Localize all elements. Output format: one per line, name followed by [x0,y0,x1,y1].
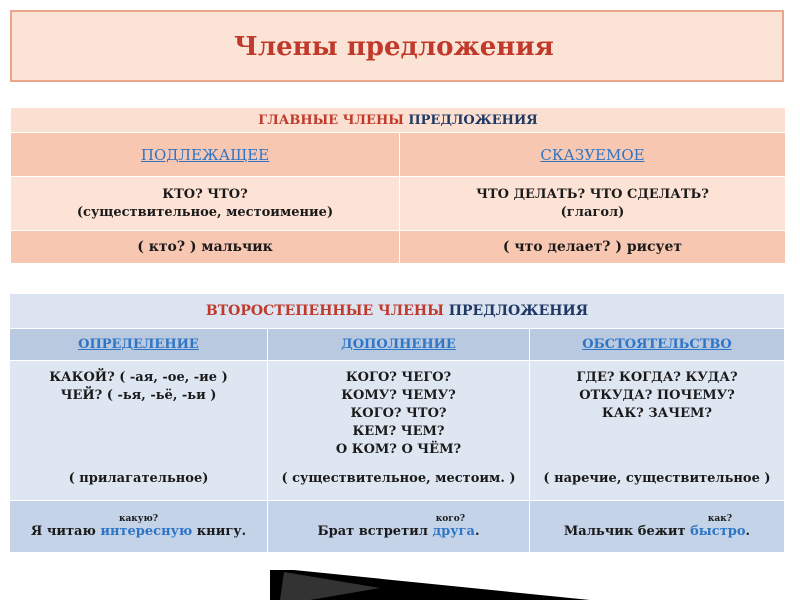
adverbial-example-question: как? [707,514,732,524]
predicate-question-line: ЧТО ДЕЛАТЬ? ЧТО СДЕЛАТЬ? [476,186,709,202]
attribute-example-question: какую? [118,514,159,524]
object-question-line: КОМУ? ЧЕМУ? [341,388,456,403]
predicate-questions [400,177,786,231]
object-questions [268,361,530,501]
highlighted-word: интересную [100,524,193,539]
attribute-part-of-speech: ( прилагательное) [68,471,209,486]
page-title: Члены предложения [234,32,554,62]
object-question-line: О КОМ? О ЧЁМ? [335,442,462,457]
title-box [10,10,784,82]
secondary-members-table [9,293,785,553]
example-text: . [745,524,751,539]
adverbial-example [530,501,785,553]
secondary-members-header [10,294,785,329]
subject-question-line: КТО? ЧТО? [162,186,248,202]
adverbial-heading: ОБСТОЯТЕЛЬСТВО [530,329,785,361]
object-example [268,501,530,553]
adverbial-example-sentence [534,524,780,539]
highlighted-word: друга [432,524,475,539]
main-members-table [10,107,786,264]
object-part-of-speech: ( существительное, местоим. ) [281,471,516,486]
example-text: . [474,524,480,539]
secondary-header-part1: ВТОРОСТЕПЕННЫЕ ЧЛЕНЫ [205,303,449,319]
attribute-example-sentence [14,524,263,539]
adverbial-question-line: КАК? ЗАЧЕМ? [601,406,713,421]
main-members-header [11,108,786,133]
example-text: книгу. [192,524,247,539]
subject-questions [11,177,400,231]
example-text: Мальчик бежит [563,524,691,539]
object-example-sentence [272,524,525,539]
subject-heading: ПОДЛЕЖАЩЕЕ [11,133,400,177]
predicate-example: ( что делает? ) рисует [400,231,786,264]
attribute-questions [10,361,268,501]
secondary-header-part2: ПРЕДЛОЖЕНИЯ [448,303,589,319]
object-question-line: КОГО? ЧЕГО? [345,370,452,385]
predicate-part-of-speech: (глагол) [560,204,625,220]
object-question-line: КОГО? ЧТО? [350,406,447,421]
adverbial-questions [530,361,785,501]
object-heading: ДОПОЛНЕНИЕ [268,329,530,361]
object-example-question: кого? [435,514,465,524]
attribute-example [10,501,268,553]
adverbial-part-of-speech: ( наречие, существительное ) [543,471,771,486]
example-text: Я читаю [30,524,101,539]
attribute-heading: ОПРЕДЕЛЕНИЕ [10,329,268,361]
decorative-arrow [270,570,590,600]
subject-example: ( кто? ) мальчик [11,231,400,264]
attribute-question-line: ЧЕЙ? ( -ья, -ьё, -ьи ) [60,388,217,403]
adverbial-question-line: ГДЕ? КОГДА? КУДА? [576,370,738,385]
predicate-heading: СКАЗУЕМОЕ [400,133,786,177]
highlighted-word: быстро [690,524,746,539]
adverbial-question-line: ОТКУДА? ПОЧЕМУ? [579,388,735,403]
subject-part-of-speech: (существительное, местоимение) [76,204,334,220]
attribute-question-line: КАКОЙ? ( -ая, -ое, -ие ) [49,370,228,385]
main-header-part1: ГЛАВНЫЕ ЧЛЕНЫ [258,112,409,128]
main-header-part2: ПРЕДЛОЖЕНИЯ [408,112,538,128]
example-text: Брат встретил [317,524,433,539]
object-question-line: КЕМ? ЧЕМ? [352,424,445,439]
